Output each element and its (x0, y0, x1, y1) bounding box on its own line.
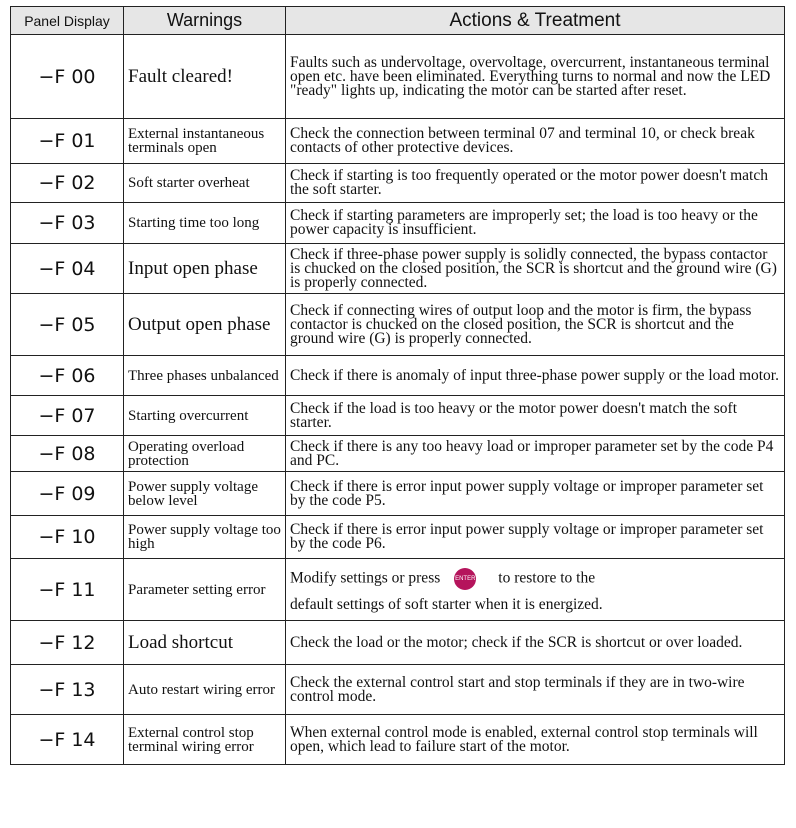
enter-key-icon: ENTER (454, 568, 476, 590)
panel-code: −F 11 (11, 559, 124, 621)
table-row (11, 621, 785, 665)
action-text: Faults such as undervoltage, overvoltage, overcurrent, instantaneous terminal open etc. have been eliminated. Everything turns to normal and now the LED "ready" lights up, indicating the motor can be started after reset. (286, 35, 785, 119)
panel-code: −F 14 (11, 715, 124, 765)
warning-text: External control stop terminal wiring error (124, 715, 286, 765)
warning-text: External instantaneous terminals open (124, 119, 286, 164)
panel-code: −F 08 (11, 436, 124, 472)
action-text: Check if starting is too frequently operated or the motor power doesn't match the soft starter. (286, 164, 785, 203)
table-row (11, 119, 785, 164)
table-row (11, 559, 785, 621)
table-row (11, 35, 785, 119)
action-line-1 (290, 568, 780, 590)
warning-text: Soft starter overheat (124, 164, 286, 203)
header-panel-display: Panel Display (11, 7, 124, 35)
warning-text: Power supply voltage below level (124, 472, 286, 516)
action-text (286, 559, 785, 621)
panel-code: −F 06 (11, 356, 124, 396)
warning-text: Auto restart wiring error (124, 665, 286, 715)
warning-text: Power supply voltage too high (124, 516, 286, 559)
fault-table (10, 6, 785, 765)
table-row (11, 516, 785, 559)
action-text: Check if three-phase power supply is solidly connected, the bypass contactor is chucked on the closed position, the SCR is shortcut and the ground wire (G) is properly connected. (286, 244, 785, 294)
table-row (11, 203, 785, 244)
panel-code: −F 05 (11, 294, 124, 356)
panel-code: −F 03 (11, 203, 124, 244)
warning-text: Load shortcut (124, 621, 286, 665)
panel-code: −F 04 (11, 244, 124, 294)
warning-text: Three phases unbalanced (124, 356, 286, 396)
action-text: When external control mode is enabled, external control stop terminals will open, which lead to failure start of the motor. (286, 715, 785, 765)
panel-code: −F 12 (11, 621, 124, 665)
table-row (11, 396, 785, 436)
action-text: Check the load or the motor; check if the SCR is shortcut or over loaded. (286, 621, 785, 665)
panel-code: −F 10 (11, 516, 124, 559)
action-text: Check the external control start and stop terminals if they are in two-wire control mode. (286, 665, 785, 715)
panel-code: −F 02 (11, 164, 124, 203)
action-text: Check if there is error input power supply voltage or improper parameter set by the code P5. (286, 472, 785, 516)
table-row (11, 665, 785, 715)
table-header (11, 7, 785, 35)
table-row (11, 356, 785, 396)
panel-code: −F 01 (11, 119, 124, 164)
header-actions: Actions & Treatment (286, 7, 785, 35)
panel-code: −F 07 (11, 396, 124, 436)
warning-text: Input open phase (124, 244, 286, 294)
action-text: Check if there is anomaly of input three-phase power supply or the load motor. (286, 356, 785, 396)
action-post: to restore to the (498, 569, 596, 587)
panel-code: −F 09 (11, 472, 124, 516)
table-row (11, 294, 785, 356)
table-row (11, 472, 785, 516)
action-line-2: default settings of soft starter when it is energized. (290, 595, 603, 613)
action-text: Check if there is any too heavy load or improper parameter set by the code P4 and PC. (286, 436, 785, 472)
warning-text: Output open phase (124, 294, 286, 356)
warning-text: Operating overload protection (124, 436, 286, 472)
table-row (11, 715, 785, 765)
action-text: Check if starting parameters are improperly set; the load is too heavy or the power capacity is insufficient. (286, 203, 785, 244)
warning-text: Fault cleared! (124, 35, 286, 119)
action-text: Check if the load is too heavy or the motor power doesn't match the soft starter. (286, 396, 785, 436)
action-pre: Modify settings or press (290, 569, 441, 587)
panel-code: −F 00 (11, 35, 124, 119)
action-text: Check if connecting wires of output loop and the motor is firm, the bypass contactor is chucked on the closed position, the SCR is shortcut and the ground wire (G) is properly connected. (286, 294, 785, 356)
table-row (11, 164, 785, 203)
panel-code: −F 13 (11, 665, 124, 715)
warning-text: Starting time too long (124, 203, 286, 244)
action-text: Check the connection between terminal 07 and terminal 10, or check break contacts of other protective devices. (286, 119, 785, 164)
warning-text: Starting overcurrent (124, 396, 286, 436)
table-row (11, 436, 785, 472)
table-row (11, 244, 785, 294)
header-warnings: Warnings (124, 7, 286, 35)
warning-text: Parameter setting error (124, 559, 286, 621)
action-text: Check if there is error input power supply voltage or improper parameter set by the code P6. (286, 516, 785, 559)
